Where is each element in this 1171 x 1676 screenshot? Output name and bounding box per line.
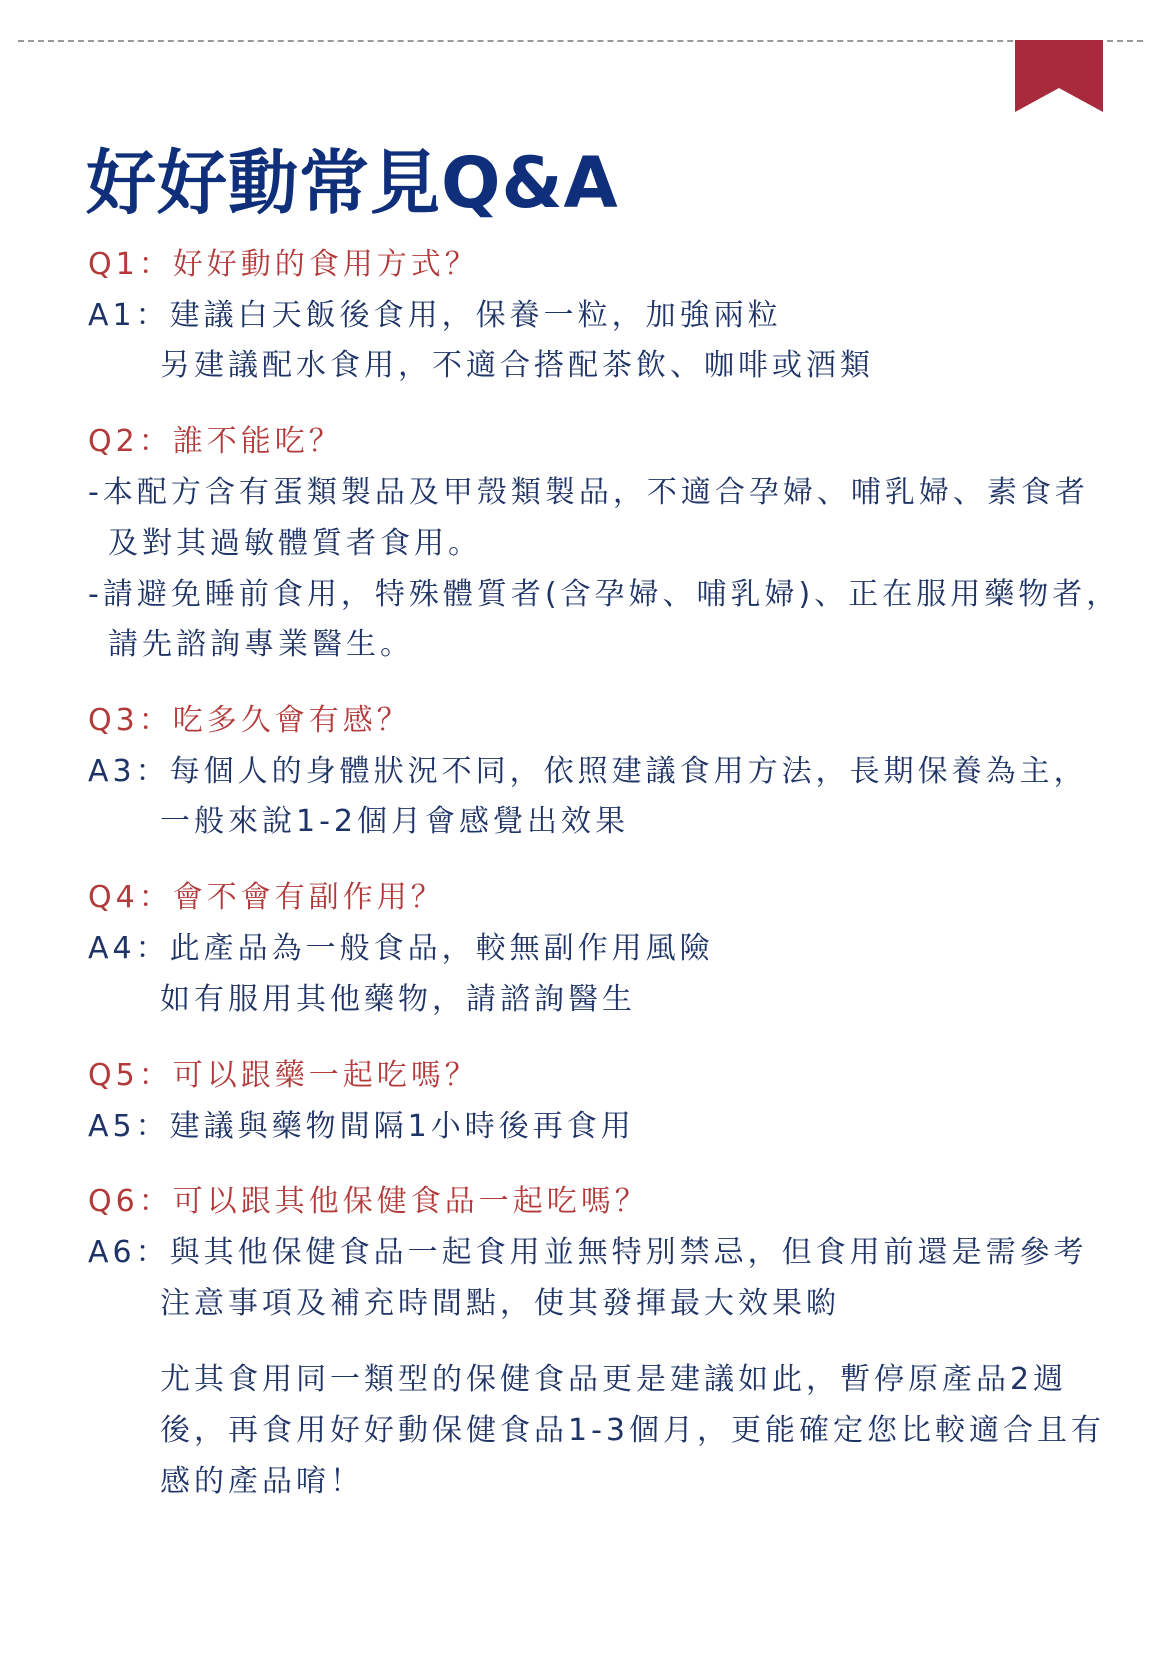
answer-6-line-5: 感的產品唷！ — [160, 1464, 364, 1499]
bookmark-icon — [1015, 40, 1103, 112]
answer-6-line-4: 後，再食用好好動保健食品1-3個月，更能確定您比較適合且有 — [160, 1413, 1105, 1448]
question-6: Q6：可以跟其他保健食品一起吃嗎？ — [88, 1184, 649, 1219]
page-title: 好好動常見Q&A — [86, 142, 619, 224]
dashed-divider — [18, 40, 1143, 42]
question-1: Q1：好好動的食用方式？ — [88, 247, 479, 282]
question-5: Q5：可以跟藥一起吃嗎？ — [88, 1058, 479, 1093]
answer-1-line-2: 另建議配水食用，不適合搭配茶飲、咖啡或酒類 — [160, 348, 874, 383]
answer-5-line-1: A5：建議與藥物間隔1小時後再食用 — [88, 1109, 635, 1144]
question-3: Q3：吃多久會有感？ — [88, 703, 411, 738]
answer-2-line-2: 及對其過敏體質者食用。 — [108, 526, 482, 561]
answer-6-line-1: A6：與其他保健食品一起食用並無特別禁忌，但食用前還是需參考 — [88, 1235, 1088, 1270]
question-2: Q2：誰不能吃？ — [88, 424, 343, 459]
answer-2-line-1: -本配方含有蛋類製品及甲殼類製品，不適合孕婦、哺乳婦、素食者 — [88, 475, 1089, 510]
question-4: Q4：會不會有副作用？ — [88, 880, 445, 915]
answer-4-line-2: 如有服用其他藥物，請諮詢醫生 — [160, 982, 636, 1017]
answer-6-line-3: 尤其食用同一類型的保健食品更是建議如此，暫停原產品2週 — [160, 1362, 1068, 1397]
answer-6-line-2: 注意事項及補充時間點，使其發揮最大效果喲 — [160, 1286, 840, 1321]
answer-1-line-1: A1：建議白天飯後食用，保養一粒，加強兩粒 — [88, 298, 782, 333]
answer-3-line-1: A3：每個人的身體狀況不同，依照建議食用方法，長期保養為主， — [88, 754, 1088, 789]
answer-2-line-4: 請先諮詢專業醫生。 — [108, 627, 414, 662]
answer-2-line-3: -請避免睡前食用，特殊體質者(含孕婦、哺乳婦)、正在服用藥物者， — [88, 577, 1121, 612]
answer-4-line-1: A4：此產品為一般食品，較無副作用風險 — [88, 931, 714, 966]
answer-3-line-2: 一般來說1-2個月會感覺出效果 — [160, 804, 629, 839]
